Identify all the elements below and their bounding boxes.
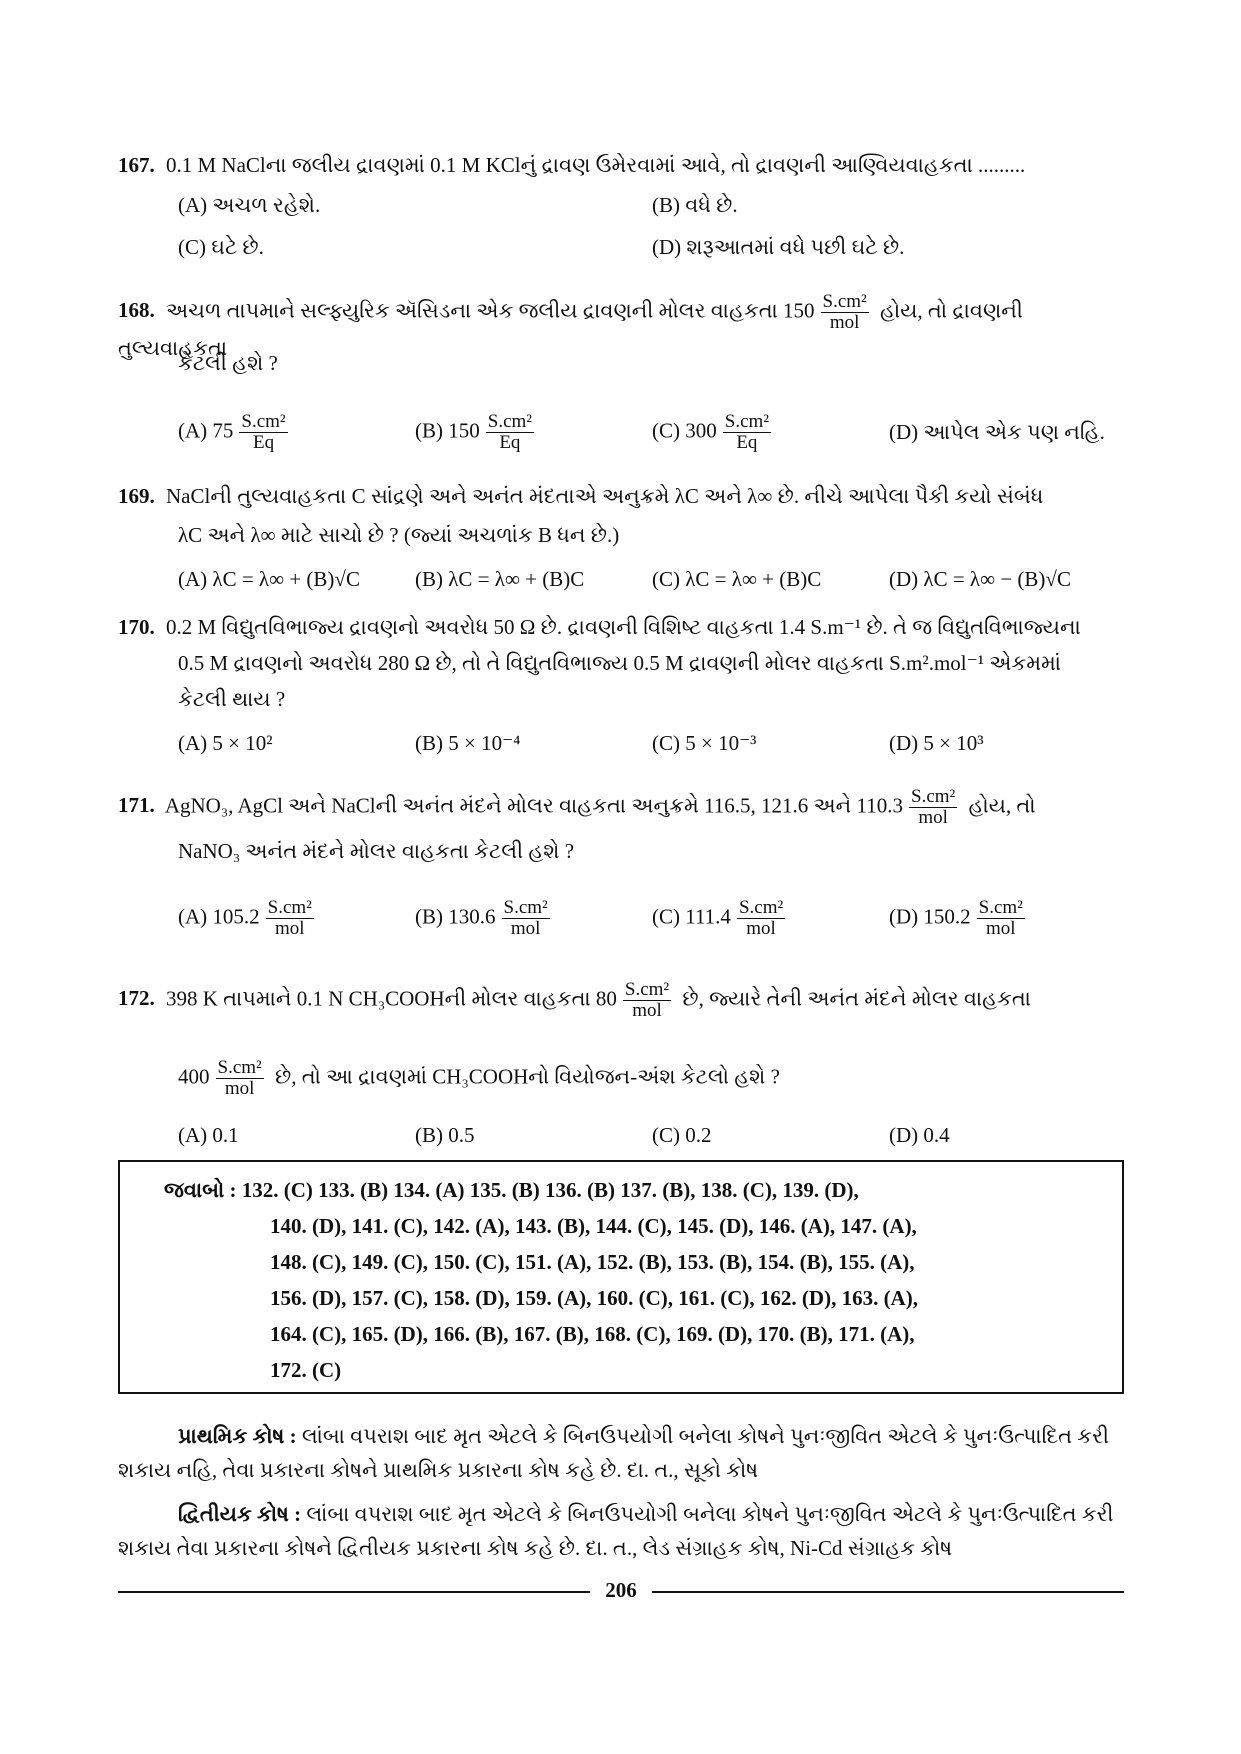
options-170 bbox=[178, 731, 1128, 761]
option-d: (D) λC = λ∞ − (B)√C bbox=[889, 567, 1071, 591]
question-number: 172. bbox=[118, 986, 155, 1011]
question-number: 169. bbox=[118, 484, 155, 508]
note-line2: શકાય નહિ, તેવા પ્રકારના કોષને પ્રાથમિક પ્રકારના કોષ કહે છે. દા. ત., સૂકો કોષ bbox=[118, 1458, 759, 1482]
question-168-line2 bbox=[178, 348, 1188, 378]
unit-fraction: $\frac{\text{S.cm²}}{\text{mol}}$ bbox=[911, 786, 956, 828]
option-b: (B) 130.6 $\frac{\text{S.cm²}}{\text{mol}}$ bbox=[415, 897, 548, 939]
question-text: NaClની તુલ્યવાહકતા C સાંદ્રણે અને અનંત મંદતાએ અનુક્રમે λC અને λ∞ છે. નીચે આપેલા પૈકી કયો સંબંધ bbox=[166, 484, 1044, 508]
option-c: (C) 5 × 10⁻³ bbox=[652, 731, 757, 755]
option-c: (C) 0.2 bbox=[652, 1123, 712, 1147]
question-text: 398 K તાપમાને 0.1 N CH₃COOHની મોલર વાહકતા 80 bbox=[166, 986, 617, 1011]
question-172 bbox=[118, 980, 1128, 1021]
option-b: (B) 150 $\frac{\text{S.cm²}}{Eq}$ bbox=[415, 411, 532, 453]
question-number: 171. bbox=[118, 793, 155, 818]
option-b: (B) વધે છે. bbox=[652, 193, 738, 217]
question-170-line3 bbox=[178, 684, 1188, 714]
question-number: 167. bbox=[118, 153, 155, 177]
option-b: (B) 5 × 10⁻⁴ bbox=[415, 731, 521, 755]
footer-rule-left bbox=[118, 1591, 590, 1593]
option-a: (A) λC = λ∞ + (B)√C bbox=[178, 567, 360, 591]
question-text-line2: λC અને λ∞ માટે સાચો છે ? (જ્યાં અચળાંક B ધન છે.) bbox=[178, 523, 620, 547]
answers-label: જવાબો : bbox=[164, 1178, 237, 1202]
option-d: (D) આપેલ એક પણ નહિ. bbox=[889, 420, 1105, 444]
options-167 bbox=[178, 193, 1128, 223]
answers-line-3: 148. (C), 149. (C), 150. (C), 151. (A), 152. (B), 153. (B), 154. (B), 155. (A), bbox=[270, 1250, 915, 1274]
option-b: (B) 0.5 bbox=[415, 1123, 475, 1147]
page-number: 206 bbox=[605, 1578, 637, 1602]
options-169 bbox=[178, 567, 1128, 597]
answers-line-6: 172. (C) bbox=[270, 1358, 342, 1382]
footer-rule-right bbox=[652, 1591, 1124, 1593]
note-primary-cell: પ્રાથમિક કોષ : લાંબા વપરાશ બાદ મૃત એટલે કે બિનઉપયોગી બનેલા કોષને પુનઃજીવિત એટલે કે પુનઃઉત્પાદિત કરી શકાય નહિ, તેવા પ્રકારના કોષને પ્રાથમિક પ્રકારના કોષ કહે છે. દા. ત., સૂકો કોષ bbox=[118, 1419, 1124, 1487]
question-172-line2: 400 $\frac{\text{S.cm²}}{\text{mol}}$ છે, તો આ દ્રાવણમાં CH₃COOHનો વિયોજન-અંશ કેટલો હશે ? bbox=[178, 1057, 780, 1099]
question-text: 0.2 M વિદ્યુતવિભાજ્ય દ્રાવણનો અવરોધ 50 Ω છે. દ્રાવણની વિશિષ્ટ વાહકતા 1.4 S.m⁻¹ છે. તે જ વિદ્યુતવિભાજ્યના bbox=[166, 615, 1081, 639]
options-172 bbox=[178, 1123, 1128, 1153]
option-c: (C) ઘટે છે. bbox=[178, 235, 264, 259]
question-text-line3: કેટલી થાય ? bbox=[178, 687, 286, 711]
options-168 bbox=[178, 412, 1128, 452]
answers-box bbox=[118, 1160, 1124, 1394]
option-d: (D) 150.2 $\frac{\text{S.cm²}}{\text{mol}}$ bbox=[889, 897, 1023, 939]
note-term: પ્રાથમિક કોષ : bbox=[178, 1424, 297, 1448]
question-text: AgNO₃, AgCl અને NaClની અનંત મંદને મોલર વાહકતા અનુક્રમે 116.5, 121.6 અને 110.3 bbox=[164, 793, 904, 818]
option-c: (C) λC = λ∞ + (B)C bbox=[652, 567, 822, 591]
question-text-line2: 0.5 M દ્રાવણનો અવરોધ 280 Ω છે, તો તે વિદ્યુતવિભાજ્ય 0.5 M દ્રાવણની મોલર વાહકતા S.m².mol⁻¹ એકમમાં bbox=[178, 651, 1062, 675]
question-text-cont: છે, જ્યારે તેની અનંત મંદને મોલર વાહકતા bbox=[682, 986, 1031, 1011]
question-number: 168. bbox=[118, 298, 155, 323]
unit-fraction: $\frac{\text{S.cm²}}{\text{mol}}$ bbox=[624, 979, 670, 1021]
question-171 bbox=[118, 787, 1128, 828]
option-a: (A) 75 $\frac{\text{S.cm²}}{Eq}$ bbox=[178, 411, 286, 453]
question-171-line2 bbox=[178, 836, 1188, 866]
answers-line-2: 140. (D), 141. (C), 142. (A), 143. (B), 144. (C), 145. (D), 146. (A), 147. (A), bbox=[270, 1214, 917, 1238]
question-text-line2: છે, તો આ દ્રાવણમાં CH₃COOHનો વિયોજન-અંશ કેટલો હશે ? bbox=[274, 1064, 780, 1089]
question-text: અચળ તાપમાને સલ્ફ્યુરિક ઍસિડના એક જલીય દ્રાવણની મોલર વાહકતા 150 bbox=[166, 298, 815, 323]
option-c: (C) 111.4 $\frac{\text{S.cm²}}{\text{mol}}$ bbox=[652, 897, 784, 939]
unit-fraction: $\frac{\text{S.cm²}}{\text{mol}}$ bbox=[822, 291, 867, 333]
option-a: (A) 0.1 bbox=[178, 1123, 239, 1147]
question-169 bbox=[118, 481, 1128, 511]
note-secondary-cell: દ્વિતીયક કોષ : લાંબા વપરાશ બાદ મૃત એટલે કે બિનઉપયોગી બનેલા કોષને પુનઃજીવિત એટલે કે પુનઃઉત્પાદિત કરી શકાય તેવા પ્રકારના કોષને દ્વિતીયક પ્રકારના કોષ કહે છે. દા. ત., લેડ સંગ્રાહક કોષ, Ni-Cd સંગ્રાહક કોષ bbox=[118, 1497, 1124, 1565]
question-170-line2 bbox=[178, 648, 1128, 678]
question-text-line2: NaNO₃ અનંત મંદને મોલર વાહકતા કેટલી હશે ? bbox=[178, 839, 575, 863]
question-text-cont: હોય, તો bbox=[968, 793, 1036, 818]
option-c: (C) 300 $\frac{\text{S.cm²}}{Eq}$ bbox=[652, 411, 769, 453]
question-167 bbox=[118, 150, 1128, 180]
note-line2: શકાય તેવા પ્રકારના કોષને દ્વિતીયક પ્રકારના કોષ કહે છે. દા. ત., લેડ સંગ્રાહક કોષ, Ni-Cd સંગ્રાહક કોષ bbox=[118, 1536, 953, 1560]
option-a: (A) 105.2 $\frac{\text{S.cm²}}{\text{mol}}$ bbox=[178, 897, 312, 939]
option-a: (A) અચળ રહેશે. bbox=[178, 193, 321, 217]
options-171 bbox=[178, 898, 1128, 938]
question-text: 0.1 M NaClના જલીય દ્રાવણમાં 0.1 M KClનું દ્રાવણ ઉમેરવામાં આવે, તો દ્રાવણની આણ્વિયવાહકતા ......... bbox=[166, 153, 1026, 177]
answers-line-4: 156. (D), 157. (C), 158. (D), 159. (A), 160. (C), 161. (C), 162. (D), 163. (A), bbox=[270, 1286, 918, 1310]
note-term: દ્વિતીયક કોષ : bbox=[178, 1502, 302, 1526]
option-a: (A) 5 × 10² bbox=[178, 731, 273, 755]
question-number: 170. bbox=[118, 615, 155, 639]
unit-fraction: $\frac{\text{S.cm²}}{\text{mol}}$ bbox=[217, 1057, 262, 1099]
question-170 bbox=[118, 612, 1128, 642]
options-167-row2 bbox=[178, 235, 1128, 265]
question-text-line2: કેટલી હશે ? bbox=[178, 351, 278, 375]
answers-line-1: જવાબો : 132. (C) 133. (B) 134. (A) 135. (B) 136. (B) 137. (B), 138. (C), 139. (D), bbox=[164, 1178, 859, 1202]
option-d: (D) શરૂઆતમાં વધે પછી ઘટે છે. bbox=[652, 235, 905, 259]
option-b: (B) λC = λ∞ + (B)C bbox=[415, 567, 585, 591]
question-text-cont: હોય, તો દ્રાવણની તુલ્યવાહકતા bbox=[118, 298, 1023, 360]
option-d: (D) 0.4 bbox=[889, 1123, 950, 1147]
option-d: (D) 5 × 10³ bbox=[889, 731, 984, 755]
question-169-line2 bbox=[178, 520, 1188, 550]
answers-line-5: 164. (C), 165. (D), 166. (B), 167. (B), 168. (C), 169. (D), 170. (B), 171. (A), bbox=[270, 1322, 915, 1346]
